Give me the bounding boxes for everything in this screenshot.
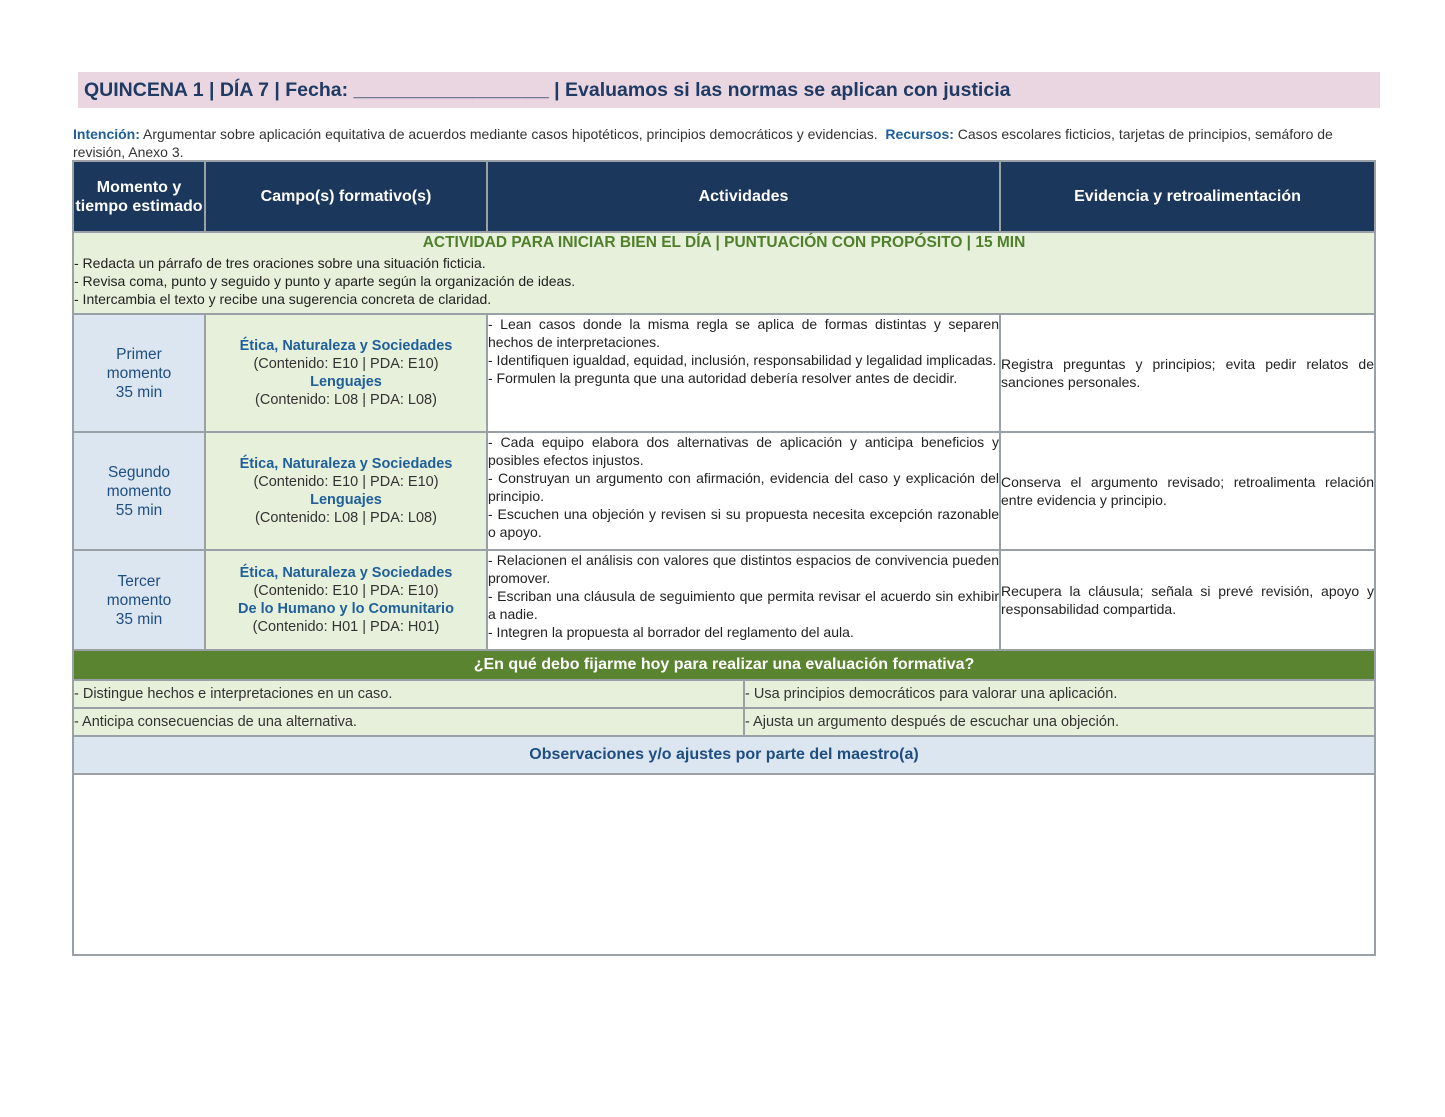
observations-row: [73, 774, 1375, 955]
start-activity-line: - Revisa coma, punto y seguido y punto y aparte según la organización de ideas.: [74, 273, 576, 289]
recursos-label: Recursos:: [885, 126, 954, 142]
evidence-cell: Recupera la cláusula; señala si prevé revisión, apoyo y responsabilidad compartida.: [1000, 550, 1375, 650]
activities-cell: - Lean casos donde la misma regla se aplica de formas distintas y separen hechos de interpretaciones. - Identifiquen igualdad, equidad, inclusión, responsabilidad y legalidad implicadas. - Formulen la pregunta que una autoridad debería resolver antes de decidir.: [487, 314, 1000, 432]
criterion-item: - Anticipa consecuencias de una alternativa.: [73, 708, 744, 736]
moment-cell: Primer momento 35 min: [73, 314, 205, 432]
lesson-plan-table: [72, 160, 1376, 956]
activities-cell: - Relacionen el análisis con valores que distintos espacios de convivencia pueden promover. - Escriban una cláusula de seguimiento que permita revisar el acuerdo sin exhibir a nadie. - Integren la propuesta al borrador del reglamento del aula.: [487, 550, 1000, 650]
campo-cell: Ética, Naturaleza y Sociedades (Contenido: E10 | PDA: E10) Lenguajes (Contenido: L08 | PDA: L08): [205, 314, 487, 432]
criteria-row: [73, 708, 1375, 736]
header-row: [73, 161, 1375, 232]
header-campo: Campo(s) formativo(s): [205, 161, 487, 232]
evidence-cell: Registra preguntas y principios; evita pedir relatos de sanciones personales.: [1000, 314, 1375, 432]
header-momento: Momento y tiempo estimado: [73, 161, 205, 232]
moment-row: [73, 314, 1375, 432]
intencion-text: Argumentar sobre aplicación equitativa de acuerdos mediante casos hipotéticos, principios democráticos y evidencias.: [143, 126, 878, 142]
activities-cell: - Cada equipo elabora dos alternativas de aplicación y anticipa beneficios y posibles efectos injustos. - Construyan un argumento con afirmación, evidencia del caso y explicación del principio. - Escuchen una objeción y revisen si su propuesta necesita excepción razonable o apoyo.: [487, 432, 1000, 550]
start-activity: [73, 232, 1375, 314]
header-evidencia: Evidencia y retroalimentación: [1000, 161, 1375, 232]
observations-title: Observaciones y/o ajustes por parte del maestro(a): [73, 736, 1375, 774]
header-actividades: Actividades: [487, 161, 1000, 232]
page-title-text: QUINCENA 1 | DÍA 7 | Fecha: __________________ | Evaluamos si las normas se aplican con justicia: [84, 78, 1011, 101]
observations-area[interactable]: [73, 774, 1375, 955]
criterion-item: - Usa principios democráticos para valorar una aplicación.: [744, 680, 1375, 708]
campo-cell: Ética, Naturaleza y Sociedades (Contenido: E10 | PDA: E10) Lenguajes (Contenido: L08 | PDA: L08): [205, 432, 487, 550]
start-activity-title: ACTIVIDAD PARA INICIAR BIEN EL DÍA | PUNTUACIÓN CON PROPÓSITO | 15 MIN: [422, 234, 1026, 251]
moment-cell: Segundo momento 55 min: [73, 432, 205, 550]
moment-row: [73, 550, 1375, 650]
criteria-row: [73, 680, 1375, 708]
intention-resources: [73, 125, 1373, 161]
criterion-item: - Ajusta un argumento después de escuchar una objeción.: [744, 708, 1375, 736]
evaluation-title: ¿En qué debo fijarme hoy para realizar una evaluación formativa?: [73, 650, 1375, 680]
start-activity-line: - Intercambia el texto y recibe una sugerencia concreta de claridad.: [74, 291, 492, 307]
evaluation-header-row: [73, 650, 1375, 680]
intencion-label: Intención:: [73, 126, 140, 142]
recursos-text: Casos escolares ficticios, tarjetas de principios, semáforo de revisión, Anexo 3.: [73, 126, 1333, 160]
campo-cell: Ética, Naturaleza y Sociedades (Contenido: E10 | PDA: E10) De lo Humano y lo Comunitario (Contenido: H01 | PDA: H01): [205, 550, 487, 650]
start-activity-line: - Redacta un párrafo de tres oraciones sobre una situación ficticia.: [74, 255, 486, 271]
criterion-item: - Distingue hechos e interpretaciones en un caso.: [73, 680, 744, 708]
page-title: [78, 72, 1380, 108]
observations-header-row: [73, 736, 1375, 774]
moment-row: [73, 432, 1375, 550]
moment-cell: Tercer momento 35 min: [73, 550, 205, 650]
start-activity-row: [73, 232, 1375, 314]
evidence-cell: Conserva el argumento revisado; retroalimenta relación entre evidencia y principio.: [1000, 432, 1375, 550]
